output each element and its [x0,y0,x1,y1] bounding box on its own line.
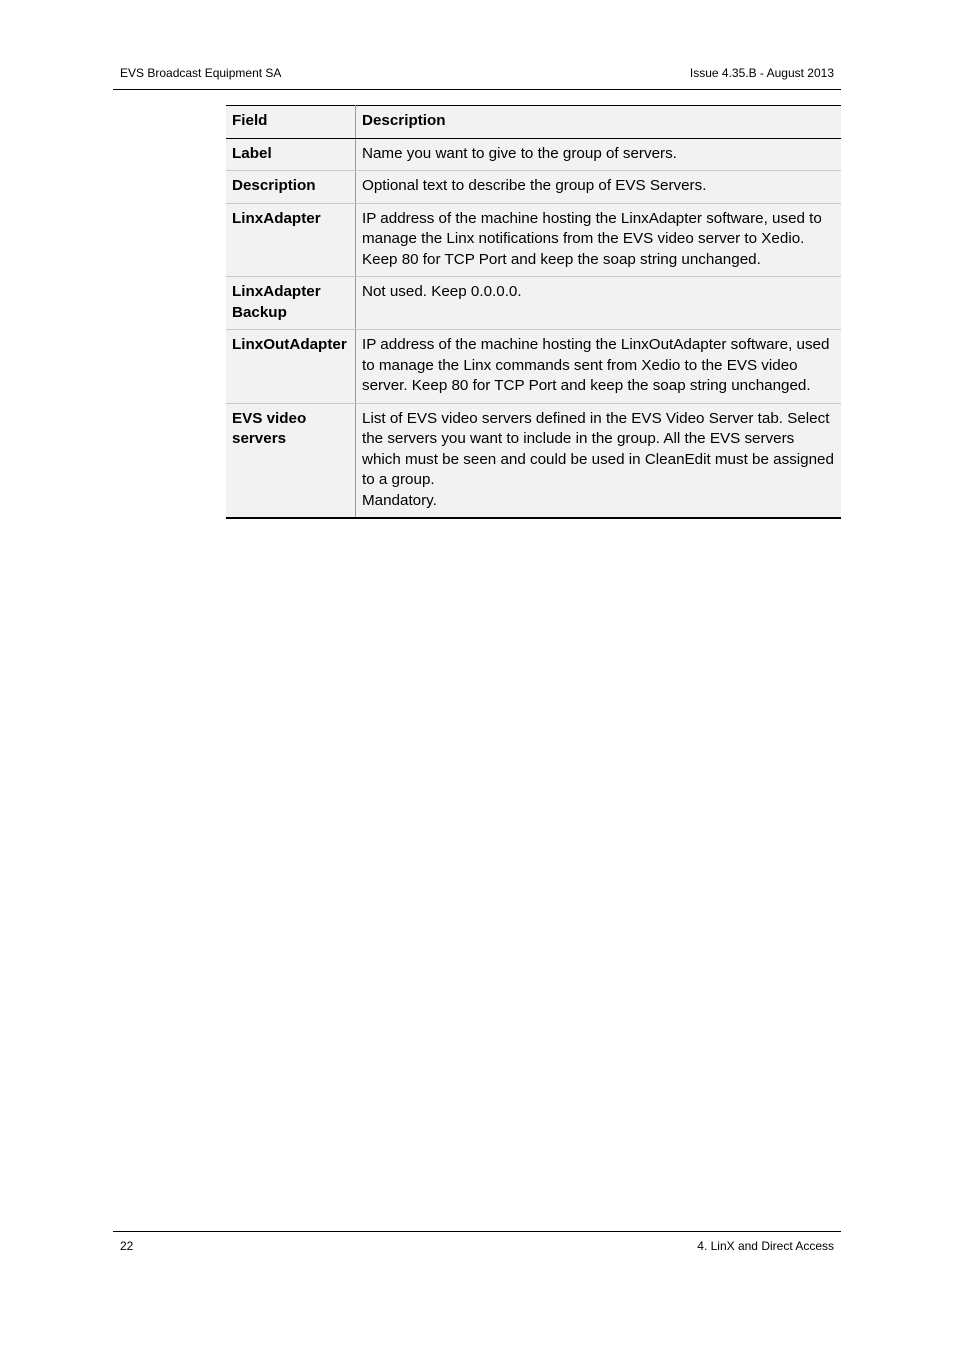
table-row [226,203,841,277]
field-name-text: EVS video servers [232,409,307,447]
description-cell: Name you want to give to the group of servers. [356,138,842,171]
field-name-text: LinxAdapter Backup [232,283,321,321]
fields-table [226,105,841,519]
table-header-row [226,106,841,139]
table-row [226,330,841,404]
field-name-cell: LinxOutAdapter [226,330,356,404]
header-issue: Issue 4.35.B - August 2013 [689,66,834,80]
description-text: List of EVS video servers defined in the EVS Video Server tab. Select the servers you want to include in the group. All the EVS servers which must be seen and could be used in CleanEdit must be assigned to a group. [362,409,834,488]
description-mandatory-note: Mandatory. [362,491,437,509]
footer-chapter: 4. LinX and Direct Access [697,1239,834,1253]
field-name-cell [226,277,356,330]
page-header [113,60,841,90]
header-company: EVS Broadcast Equipment SA [120,66,282,80]
table-row [226,138,841,171]
field-name-cell: Label [226,138,356,171]
footer-page-number: 22 [120,1239,134,1253]
table-row [226,171,841,204]
column-header-description: Description [356,106,842,139]
field-name-cell: Description [226,171,356,204]
description-cell [356,403,842,518]
description-cell: IP address of the machine hosting the LinxOutAdapter software, used to manage the Linx commands sent from Xedio to the EVS video server. Keep 80 for TCP Port and keep the soap string unchanged. [356,330,842,404]
table-row [226,277,841,330]
field-name-cell: LinxAdapter [226,203,356,277]
field-name-cell [226,403,356,518]
description-cell: Optional text to describe the group of EVS Servers. [356,171,842,204]
description-cell: IP address of the machine hosting the LinxAdapter software, used to manage the Linx notifications from the EVS video server to Xedio. Keep 80 for TCP Port and keep the soap string unchanged. [356,203,842,277]
table-row [226,403,841,518]
page-footer [113,1231,841,1262]
column-header-field: Field [226,106,356,139]
description-cell: Not used. Keep 0.0.0.0. [356,277,842,330]
